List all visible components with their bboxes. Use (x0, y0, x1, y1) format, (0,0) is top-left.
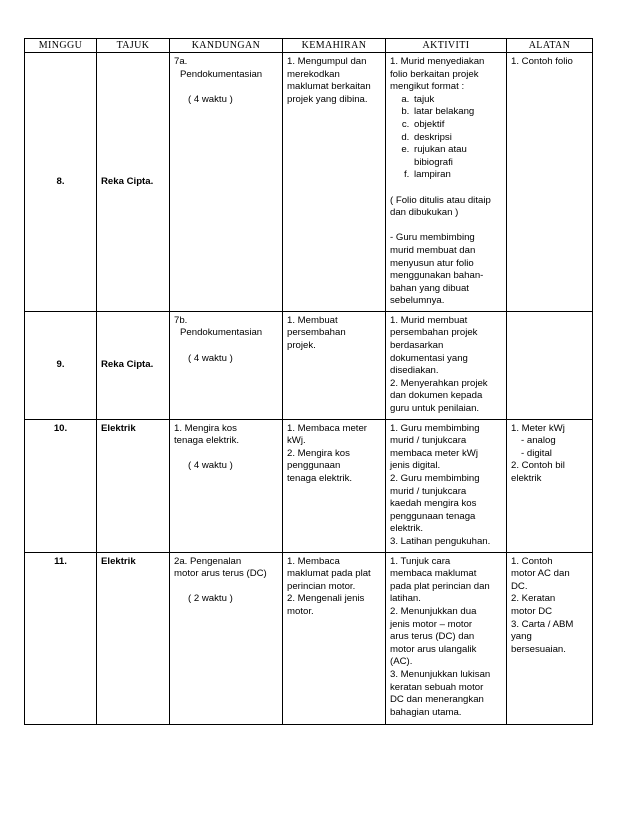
content-duration: ( 4 waktu ) (188, 352, 233, 364)
header-aktiviti: AKTIVITI (386, 39, 507, 53)
skill-line: maklumat berkaitan (287, 81, 371, 93)
table-row (25, 53, 593, 312)
tool-line: elektrik (511, 473, 542, 484)
week-cell: 9. (25, 311, 97, 419)
skill-line: 1. Membuat (287, 314, 338, 326)
content-cell (170, 53, 283, 312)
list-item: e. rujukan atau bibiografi (412, 144, 502, 169)
tool-line: - analog (521, 435, 556, 447)
topic-cell: Elektrik (97, 419, 170, 552)
content-cell (170, 311, 283, 419)
content-duration: ( 4 waktu ) (188, 93, 233, 105)
activity-line: 1. Guru membimbing (390, 422, 480, 434)
header-kemahiran: KEMAHIRAN (283, 39, 386, 53)
week-cell: 10. (25, 419, 97, 552)
tools-cell (507, 419, 593, 552)
tools-cell (507, 552, 593, 724)
activity-line: dokumentasi yang (390, 352, 468, 364)
skill-line: tenaga elektrik. (287, 473, 353, 484)
topic-cell: Elektrik (97, 552, 170, 724)
activity-line: 2. Menunjukkan dua (390, 606, 477, 617)
content-duration: ( 4 waktu ) (188, 460, 233, 472)
activity-line: bahagian utama. (390, 706, 462, 718)
activity-line: 1. Murid membuat (390, 314, 468, 326)
content-line: 1. Mengira kos (174, 422, 237, 434)
skills-cell (283, 53, 386, 312)
content-line: motor arus terus (DC) (174, 568, 267, 580)
skill-line: merekodkan (287, 68, 340, 80)
skill-line: projek. (287, 340, 316, 352)
tool-line: 1. Contoh folio (511, 56, 573, 67)
activity-line: membaca meter kWj (390, 447, 478, 459)
activity-line: DC dan menerangkan (390, 694, 484, 706)
tools-cell (507, 311, 593, 419)
tool-line: DC. (511, 580, 528, 592)
header-alatan: ALATAN (507, 39, 593, 53)
content-cell (170, 552, 283, 724)
skill-line: motor. (287, 606, 314, 617)
table-row (25, 419, 593, 552)
activity-line: dan dokumen kepada (390, 390, 483, 402)
activity-line: arus terus (DC) dan (390, 631, 475, 643)
skill-line: 1. Membaca meter (287, 422, 367, 434)
activity-line: murid membuat dan (390, 244, 476, 256)
header-kandungan: KANDUNGAN (170, 39, 283, 53)
activity-line: - Guru membimbing (390, 232, 475, 244)
activity-line: 3. Menunjukkan lukisan (390, 668, 491, 680)
skills-cell (283, 419, 386, 552)
activity-line: pada plat perincian dan (390, 580, 490, 592)
activity-line: jenis motor – motor (390, 618, 473, 630)
activity-line: menggunakan bahan- (390, 270, 484, 282)
skill-line: persembahan (287, 327, 346, 339)
skill-line: 2. Mengenali jenis (287, 593, 365, 605)
activity-line: 2. Menyerahkan projek (390, 377, 488, 389)
activity-line: jenis digital. (390, 460, 441, 472)
table-row (25, 311, 593, 419)
skill-line: projek yang dibina. (287, 93, 368, 105)
skills-cell (283, 311, 386, 419)
content-title: Pendokumentasian (180, 327, 263, 339)
activity-line: 1. Tunjuk cara (390, 555, 451, 567)
activity-line: disediakan. (390, 365, 439, 377)
header-row (25, 39, 593, 53)
content-duration: ( 2 waktu ) (188, 593, 233, 605)
activity-line: guru untuk penilaian. (390, 403, 480, 415)
activity-line: latihan. (390, 593, 421, 605)
content-line: tenaga elektrik. (174, 435, 240, 447)
activity-line: 3. Latihan pengukuhan. (390, 535, 491, 547)
activity-line: kaedah mengira kos (390, 498, 477, 510)
list-item: d. deskripsi (412, 132, 502, 145)
activity-line: mengikut format : (390, 81, 465, 93)
topic-cell: Reka Cipta. (97, 53, 170, 312)
tool-line: 3. Carta / ABM (511, 618, 574, 630)
list-item: c. objektif (412, 119, 502, 132)
content-code: 7a. (174, 56, 188, 67)
activity-line: keratan sebuah motor (390, 681, 484, 693)
header-tajuk: TAJUK (97, 39, 170, 53)
tool-line: - digital (521, 447, 552, 459)
list-item: f. lampiran (412, 169, 502, 182)
content-title: Pendokumentasian (180, 68, 263, 80)
activity-cell (386, 311, 507, 419)
format-list (390, 94, 502, 182)
activity-line: 2. Guru membimbing (390, 473, 480, 484)
skill-line: 1. Membaca (287, 555, 340, 567)
activity-cell (386, 552, 507, 724)
skill-line: penggunaan (287, 460, 341, 472)
activity-cell (386, 419, 507, 552)
activity-line: bahan yang dibuat (390, 282, 469, 294)
activity-note: dan dibukukan ) (390, 207, 459, 219)
schedule-table (24, 38, 593, 725)
skill-line: 2. Mengira kos (287, 447, 350, 459)
topic-cell: Reka Cipta. (97, 311, 170, 419)
activity-line: folio berkaitan projek (390, 68, 479, 80)
tool-line: yang (511, 631, 532, 643)
tool-line: 1. Meter kWj (511, 422, 565, 434)
content-code: 7b. (174, 314, 188, 326)
week-cell: 8. (25, 53, 97, 312)
skills-cell (283, 552, 386, 724)
tool-line: motor AC dan (511, 568, 570, 580)
activity-line: (AC). (390, 656, 413, 668)
activity-line: membaca maklumat (390, 568, 477, 580)
activity-line: menyusun atur folio (390, 257, 474, 269)
header-minggu: MINGGU (25, 39, 97, 53)
tool-line: motor DC (511, 606, 553, 617)
tool-line: 2. Keratan (511, 593, 556, 605)
tool-line: 1. Contoh (511, 555, 553, 567)
activity-line: murid / tunjukcara (390, 485, 467, 497)
skill-line: maklumat pada plat (287, 568, 371, 580)
activity-line: persembahan projek (390, 327, 478, 339)
tool-line: 2. Contoh bil (511, 460, 565, 472)
activity-line: murid / tunjukcara (390, 435, 467, 447)
content-line: 2a. Pengenalan (174, 555, 242, 567)
activity-line: sebelumnya. (390, 295, 445, 307)
week-cell: 11. (25, 552, 97, 724)
activity-cell (386, 53, 507, 312)
table-row (25, 552, 593, 724)
skill-line: kWj. (287, 435, 306, 447)
activity-line: 1. Murid menyediakan (390, 56, 485, 67)
tool-line: bersesuaian. (511, 643, 566, 655)
skill-line: 1. Mengumpul dan (287, 56, 367, 67)
tools-cell (507, 53, 593, 312)
activity-line: elektrik. (390, 523, 424, 535)
activity-line: motor arus ulangalik (390, 643, 477, 655)
activity-line: penggunaan tenaga (390, 510, 476, 522)
list-item: b. latar belakang (412, 106, 502, 119)
activity-line: berdasarkan (390, 340, 444, 352)
list-item: a. tajuk (412, 94, 502, 107)
activity-note: ( Folio ditulis atau ditaip (390, 194, 491, 206)
skill-line: perincian motor. (287, 580, 356, 592)
content-cell (170, 419, 283, 552)
